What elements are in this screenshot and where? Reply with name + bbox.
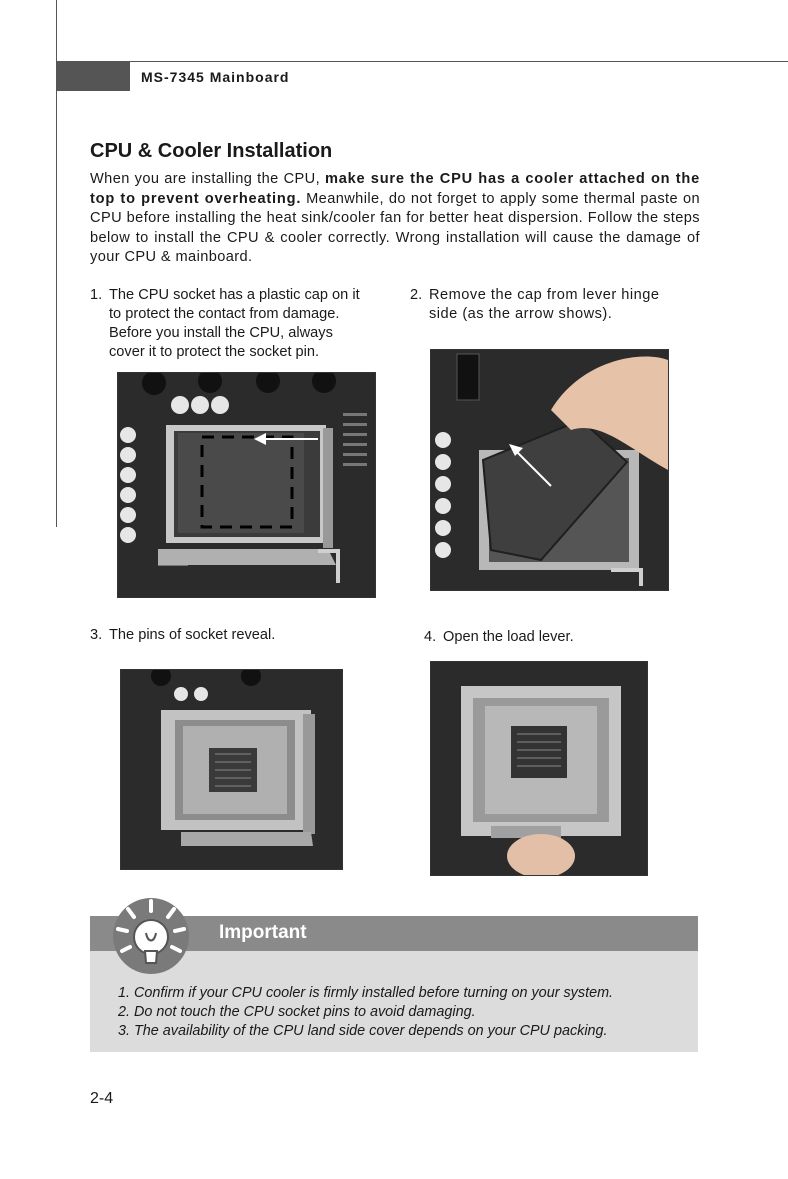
intro-text-end: Meanwhile, do not forget to apply some thermal paste on CPU before installing the heat sink/cooler fan for better heat dispersion. Follow the steps below to install the CPU & cooler correctly. Wrong installation will cause the damage of your CPU & mainboard. [90, 190, 700, 265]
important-item: 3. The availability of the CPU land side cover depends on your CPU packing. [118, 1023, 608, 1039]
lightbulb-icon [108, 893, 194, 979]
step-number: 1. [90, 287, 103, 303]
step-text: The pins of socket reveal. [109, 627, 276, 643]
important-item: 1. Confirm if your CPU cooler is firmly installed before turning on your system. [118, 985, 614, 1001]
intro-emphasis: make sure the CPU has a cooler attached on the top to prevent overheating. [90, 171, 700, 207]
important-list [118, 984, 613, 1041]
header-rule [56, 61, 788, 62]
step-text: The CPU socket has a plastic cap on it to protect the contact from damage. Before you install the CPU, always cover it to protect the socket pin. [109, 287, 360, 360]
socket-pins-photo [120, 669, 343, 870]
intro-paragraph [90, 170, 700, 268]
header-title: MS-7345 Mainboard [141, 69, 290, 85]
step-number: 2. [410, 287, 423, 303]
header-tab [56, 62, 130, 91]
socket-cap-photo [117, 372, 376, 598]
intro-text-start: When you are installing the CPU, [90, 171, 325, 187]
remove-cap-photo [430, 349, 669, 591]
step-text: Open the load lever. [443, 629, 574, 645]
page-number: 2-4 [90, 1090, 114, 1107]
open-lever-photo [430, 661, 648, 876]
section-title: CPU & Cooler Installation [90, 140, 333, 162]
step-text: Remove the cap from lever hinge side (as the arrow shows). [429, 287, 660, 322]
step-number: 4. [424, 629, 437, 645]
important-title: Important [219, 922, 307, 943]
step-number: 3. [90, 627, 103, 643]
important-item: 2. Do not touch the CPU socket pins to avoid damaging. [118, 1004, 476, 1020]
